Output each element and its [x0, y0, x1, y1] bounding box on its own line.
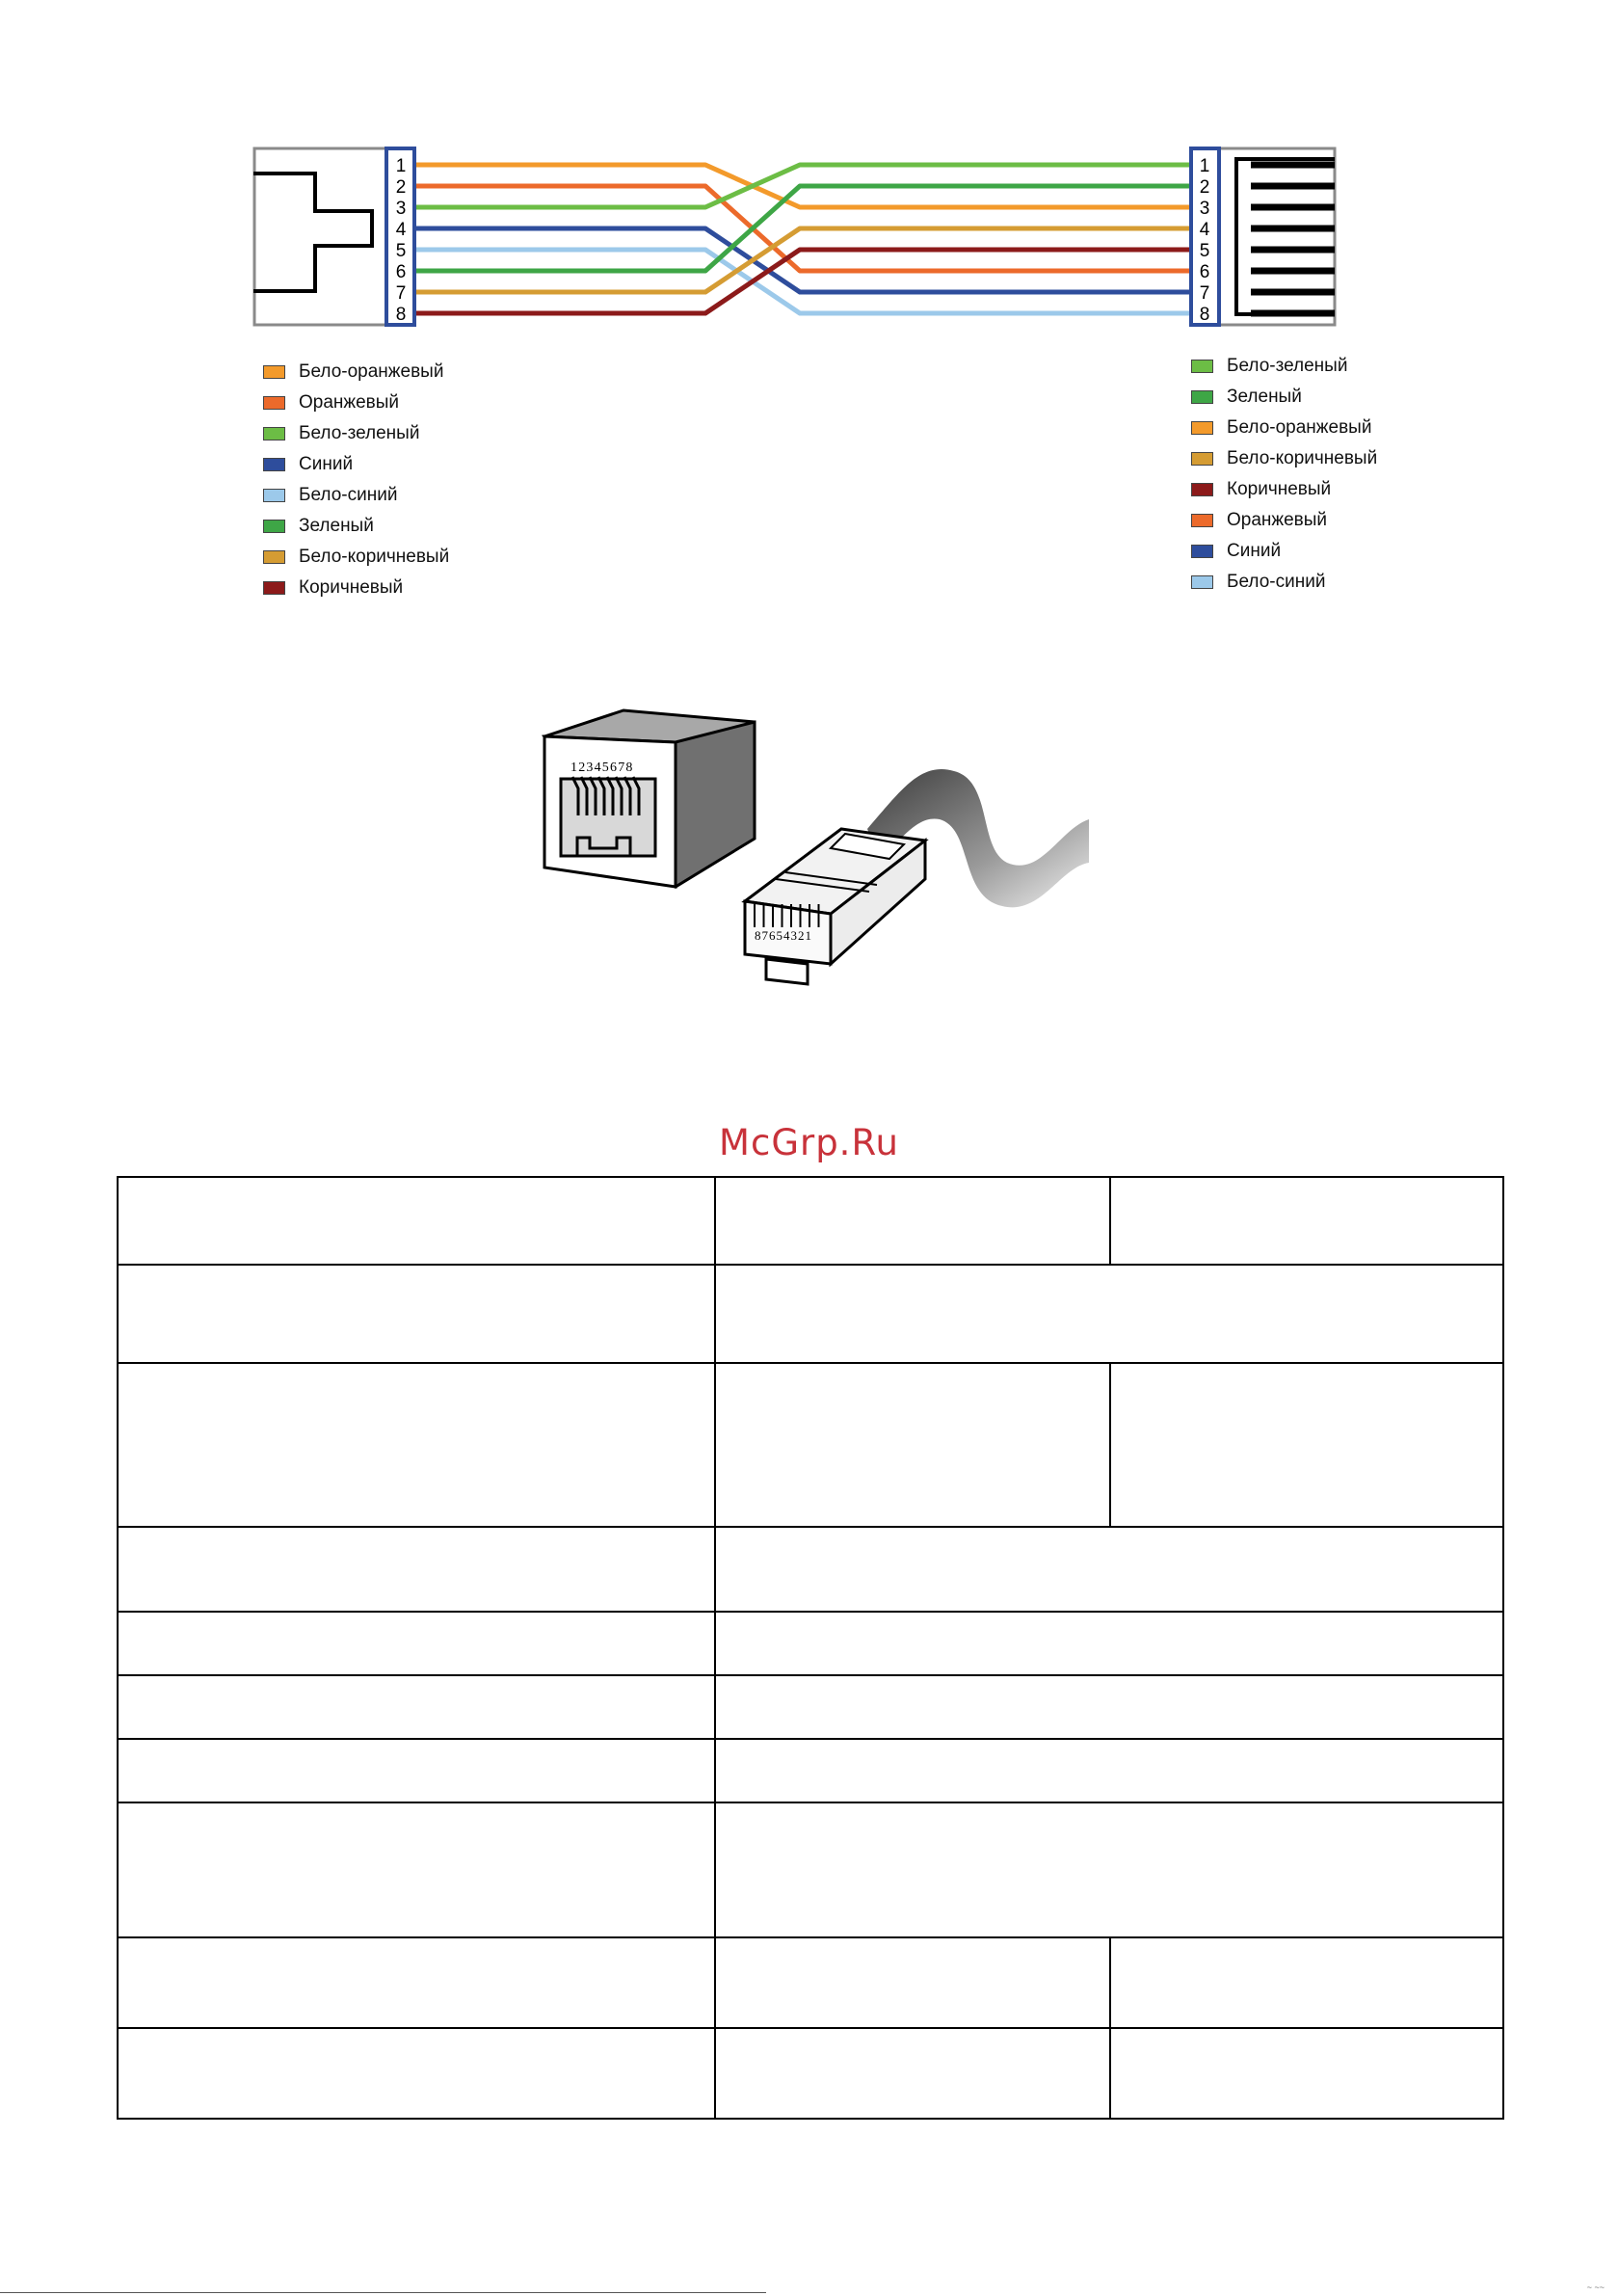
- legend-item: [1191, 567, 1377, 598]
- table-row: [118, 2028, 1503, 2119]
- legend-item: [1191, 413, 1377, 443]
- table-row: [118, 1527, 1503, 1612]
- table-row: [118, 1177, 1503, 1265]
- table-row: [118, 1265, 1503, 1363]
- footer-rule: [0, 2292, 766, 2293]
- table-cell: [715, 1612, 1503, 1675]
- table-cell: [118, 1527, 715, 1612]
- legend-label: Зеленый: [299, 516, 374, 536]
- legend-label: Синий: [299, 454, 354, 474]
- pin-number-right: 8: [1199, 305, 1210, 325]
- table-cell: [715, 1675, 1503, 1739]
- pin-number-left: 7: [395, 283, 407, 304]
- table-cell: [715, 1177, 1110, 1265]
- legend-swatch: [263, 365, 285, 379]
- legend-left: [263, 357, 449, 603]
- table-row: [118, 1675, 1503, 1739]
- legend-swatch: [263, 550, 285, 564]
- contact-strip: [1251, 310, 1335, 317]
- wire: [416, 228, 1189, 292]
- left-pin-numbers: [396, 156, 407, 325]
- legend-label: Зеленый: [1227, 387, 1302, 407]
- wire: [416, 228, 1189, 292]
- table-cell: [715, 2028, 1110, 2119]
- legend-item: [1191, 474, 1377, 505]
- table-cell: [118, 1675, 715, 1739]
- legend-swatch: [1191, 545, 1213, 558]
- legend-item: [1191, 351, 1377, 382]
- legend-item: [263, 542, 449, 573]
- legend-right: [1191, 351, 1377, 598]
- table-cell: [118, 1612, 715, 1675]
- plug-pin-numbers: 87654321: [755, 928, 812, 943]
- table-cell: [715, 1265, 1503, 1363]
- legend-swatch: [263, 458, 285, 471]
- table-cell: [1110, 2028, 1503, 2119]
- legend-item: [1191, 382, 1377, 413]
- pin-number-right: 4: [1199, 220, 1210, 240]
- table-cell: [715, 1802, 1503, 1937]
- table-cell: [118, 2028, 715, 2119]
- pin-number-right: 3: [1199, 199, 1210, 219]
- table-row: [118, 1363, 1503, 1527]
- legend-swatch: [1191, 452, 1213, 466]
- legend-item: [263, 511, 449, 542]
- pin-number-right: 1: [1199, 156, 1210, 176]
- table-row: [118, 1612, 1503, 1675]
- footer-mark: ~ ~~: [1586, 2283, 1605, 2292]
- legend-swatch: [263, 581, 285, 595]
- legend-label: Бело-оранжевый: [299, 361, 444, 382]
- spec-table: [117, 1176, 1504, 2120]
- pin-number-left: 4: [395, 220, 407, 240]
- table-cell: [118, 1363, 715, 1527]
- legend-label: Синий: [1227, 541, 1282, 561]
- table-cell: [1110, 1937, 1503, 2028]
- legend-label: Бело-зеленый: [1227, 356, 1348, 376]
- table-row: [118, 1937, 1503, 2028]
- pin-number-right: 6: [1199, 262, 1210, 282]
- legend-swatch: [1191, 360, 1213, 373]
- table-cell: [715, 1739, 1503, 1802]
- table-cell: [118, 1265, 715, 1363]
- rj45-socket-illustration: [544, 710, 755, 887]
- table-cell: [118, 1802, 715, 1937]
- wire: [416, 250, 1189, 313]
- legend-item: [263, 387, 449, 418]
- legend-swatch: [1191, 575, 1213, 589]
- contact-strip: [1251, 183, 1335, 190]
- table-cell: [715, 1527, 1503, 1612]
- contact-strip: [1251, 226, 1335, 232]
- table-cell: [118, 1937, 715, 2028]
- legend-label: Бело-зеленый: [299, 423, 420, 443]
- contact-strip: [1251, 204, 1335, 211]
- wire: [416, 250, 1189, 313]
- table-cell: [715, 1937, 1110, 2028]
- legend-item: [263, 449, 449, 480]
- legend-label: Коричневый: [1227, 479, 1332, 499]
- table-cell: [118, 1177, 715, 1265]
- socket-pin-numbers: 12345678: [570, 761, 634, 775]
- contact-strip: [1251, 268, 1335, 275]
- table-cell: [1110, 1177, 1503, 1265]
- pin-number-left: 8: [395, 305, 407, 325]
- contact-strip: [1251, 289, 1335, 296]
- left-connector: [253, 148, 414, 325]
- pin-number-left: 5: [395, 241, 407, 261]
- contact-strip: [1251, 247, 1335, 254]
- legend-item: [1191, 505, 1377, 536]
- legend-label: Бело-коричневый: [1227, 448, 1378, 468]
- table-cell: [715, 1363, 1110, 1527]
- pin-number-right: 7: [1199, 283, 1210, 304]
- legend-label: Оранжевый: [1227, 510, 1328, 530]
- legend-swatch: [1191, 390, 1213, 404]
- legend-swatch: [1191, 514, 1213, 527]
- table-row: [118, 1802, 1503, 1937]
- table-cell: [1110, 1363, 1503, 1527]
- legend-label: Бело-оранжевый: [1227, 417, 1372, 438]
- pin-number-right: 2: [1199, 177, 1210, 198]
- watermark: McGrp.Ru: [719, 1122, 899, 1163]
- legend-swatch: [1191, 421, 1213, 435]
- legend-item: [263, 418, 449, 449]
- rj45-plug-illustration: [745, 769, 1089, 984]
- legend-item: [263, 480, 449, 511]
- contact-strip: [1251, 162, 1335, 169]
- legend-swatch: [1191, 483, 1213, 496]
- pin-number-left: 1: [395, 156, 407, 176]
- legend-label: Оранжевый: [299, 392, 400, 413]
- right-pin-numbers: [1200, 156, 1210, 325]
- legend-item: [263, 357, 449, 387]
- legend-swatch: [263, 520, 285, 533]
- right-connector: [1191, 148, 1335, 325]
- legend-item: [1191, 536, 1377, 567]
- legend-label: Бело-синий: [299, 485, 398, 505]
- pin-number-left: 6: [395, 262, 407, 282]
- legend-swatch: [263, 396, 285, 410]
- legend-swatch: [263, 489, 285, 502]
- legend-label: Бело-синий: [1227, 572, 1326, 592]
- wires: [416, 165, 1189, 313]
- pin-number-right: 5: [1199, 241, 1210, 261]
- legend-label: Бело-коричневый: [299, 547, 450, 567]
- legend-item: [1191, 443, 1377, 474]
- legend-label: Коричневый: [299, 577, 404, 598]
- pin-number-left: 2: [395, 177, 407, 198]
- legend-item: [263, 573, 449, 603]
- table-row: [118, 1739, 1503, 1802]
- table-cell: [118, 1739, 715, 1802]
- pin-number-left: 3: [395, 199, 407, 219]
- legend-swatch: [263, 427, 285, 441]
